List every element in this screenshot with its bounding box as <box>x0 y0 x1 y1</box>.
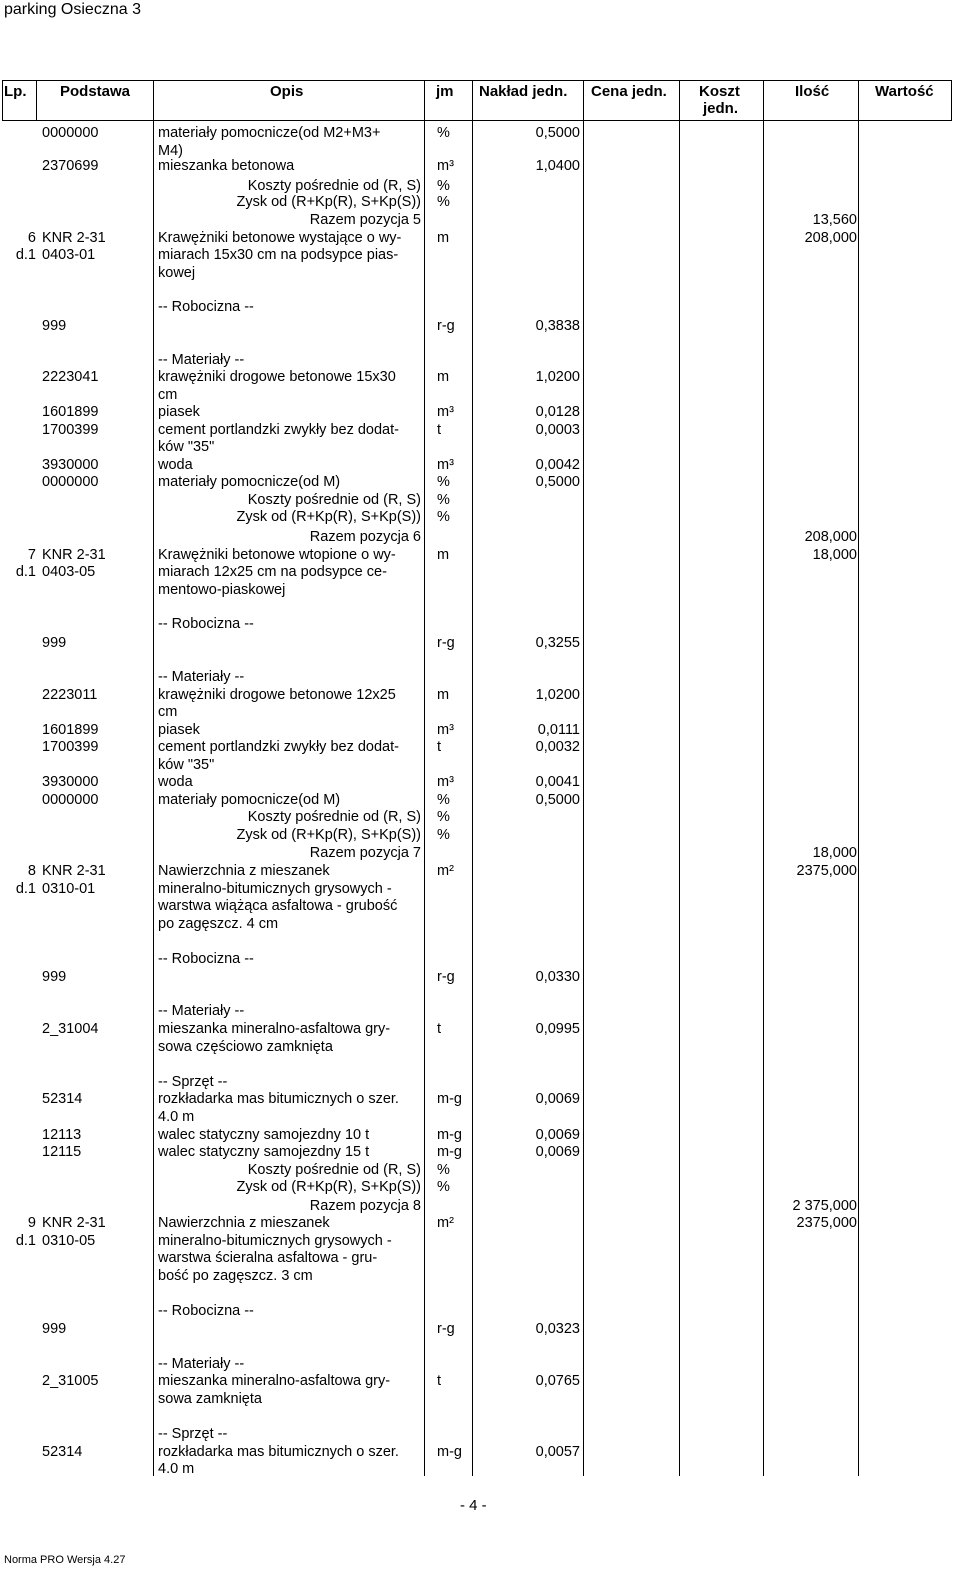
cell-jm: r-g <box>437 318 455 334</box>
header-wartosc: Wartość <box>875 83 934 100</box>
page-number: - 4 - <box>460 1497 487 1514</box>
cell-ilosc: 18,000 <box>812 845 857 861</box>
cell-lp: 6 <box>27 230 36 246</box>
cell-naklad: 1,0400 <box>535 158 580 174</box>
cell-opis: po zagęszcz. 4 cm <box>158 916 279 932</box>
cell-naklad: 0,5000 <box>535 125 580 141</box>
cell-naklad: 0,0032 <box>535 739 580 755</box>
cell-opis: Krawężniki betonowe wystające o wy- <box>158 230 402 246</box>
column-divider <box>472 80 473 1476</box>
column-divider <box>858 80 859 1476</box>
cell-opis: materiały pomocnicze(od M) <box>158 792 341 808</box>
cell-opis: mieszanka betonowa <box>158 158 295 174</box>
cell-podstawa: 0310-01 <box>42 881 96 897</box>
cell-naklad: 0,0111 <box>537 722 580 738</box>
cell-lp: d.1 <box>15 564 36 580</box>
cell-podstawa: 0000000 <box>42 792 99 808</box>
column-divider <box>424 80 425 1476</box>
cell-podstawa: 999 <box>42 969 67 985</box>
cell-naklad: 0,5000 <box>535 474 580 490</box>
cell-jm: m <box>437 369 450 385</box>
cell-jm: m <box>437 230 450 246</box>
cell-jm: r-g <box>437 635 455 651</box>
column-divider <box>583 80 584 1476</box>
cell-naklad: 0,0069 <box>535 1091 580 1107</box>
cell-lp: 7 <box>27 547 36 563</box>
table-right-border <box>951 80 952 121</box>
cell-jm: m <box>437 547 450 563</box>
cell-naklad: 0,0041 <box>535 774 580 790</box>
cell-ilosc: 208,000 <box>804 529 857 545</box>
cell-opis: warstwa ścieralna asfaltowa - gru- <box>158 1250 378 1266</box>
cell-podstawa: 12113 <box>42 1127 82 1143</box>
cell-opis: krawężniki drogowe betonowe 15x30 <box>158 369 396 385</box>
cell-ilosc: 13,560 <box>812 212 857 228</box>
cell-opis: Nawierzchnia z mieszanek <box>158 863 330 879</box>
cell-naklad: 0,0057 <box>535 1444 580 1460</box>
header-naklad: Nakład jedn. <box>479 83 568 100</box>
cell-opis: cement portlandzki zwykły bez dodat- <box>158 422 399 438</box>
cell-opis-summary: Zysk od (R+Kp(R), S+Kp(S)) <box>236 1179 421 1195</box>
cell-opis: -- Robocizna -- <box>158 951 254 967</box>
cell-podstawa: 2_31005 <box>42 1373 99 1389</box>
header-opis: Opis <box>270 83 304 100</box>
cell-opis-summary: Koszty pośrednie od (R, S) <box>247 809 421 825</box>
cell-opis: woda <box>158 774 193 790</box>
cell-naklad: 0,0128 <box>535 404 580 420</box>
cell-jm: % <box>437 178 450 194</box>
cell-opis: woda <box>158 457 193 473</box>
cell-jm: t <box>437 1373 442 1389</box>
cell-opis-summary: Koszty pośrednie od (R, S) <box>247 492 421 508</box>
cell-opis: -- Materiały -- <box>158 1356 245 1372</box>
cell-opis: sowa częściowo zamknięta <box>158 1039 333 1055</box>
cell-podstawa: 0403-01 <box>42 247 96 263</box>
cell-opis: sowa zamknięta <box>158 1391 262 1407</box>
cell-opis-summary: Razem pozycja 7 <box>309 845 421 861</box>
cell-podstawa: 999 <box>42 1321 67 1337</box>
cell-naklad: 1,0200 <box>535 369 580 385</box>
table-top-border <box>2 80 952 81</box>
cell-podstawa: KNR 2-31 <box>42 547 106 563</box>
table-left-border <box>2 80 3 121</box>
cell-naklad: 0,0995 <box>535 1021 580 1037</box>
cell-podstawa: KNR 2-31 <box>42 1215 106 1231</box>
cell-jm: % <box>437 125 450 141</box>
cell-opis: materiały pomocnicze(od M) <box>158 474 341 490</box>
column-divider <box>679 80 680 1476</box>
cell-podstawa: 1601899 <box>42 722 99 738</box>
cell-jm: r-g <box>437 1321 455 1337</box>
cell-podstawa: 0403-05 <box>42 564 96 580</box>
cell-opis: warstwa wiążąca asfaltowa - grubość <box>158 898 398 914</box>
cell-ilosc: 18,000 <box>812 547 857 563</box>
column-divider <box>763 80 764 1476</box>
cell-lp: d.1 <box>15 881 36 897</box>
cell-podstawa: KNR 2-31 <box>42 230 106 246</box>
cell-opis: -- Robocizna -- <box>158 299 254 315</box>
cell-naklad: 1,0200 <box>535 687 580 703</box>
cell-opis: rozkładarka mas bitumicznych o szer. <box>158 1444 399 1460</box>
cell-jm: m³ <box>437 457 454 473</box>
cell-naklad: 0,3838 <box>535 318 580 334</box>
header-podstawa: Podstawa <box>60 83 131 100</box>
cell-jm: r-g <box>437 969 455 985</box>
cell-opis: miarach 12x25 cm na podsypce ce- <box>158 564 387 580</box>
cell-lp: d.1 <box>15 247 36 263</box>
cell-jm: % <box>437 509 450 525</box>
cell-opis-summary: Razem pozycja 8 <box>309 1198 421 1214</box>
cell-podstawa: 52314 <box>42 1091 83 1107</box>
cell-opis: ków "35" <box>158 439 215 455</box>
cell-opis: 4.0 m <box>158 1461 195 1477</box>
cell-jm: m-g <box>437 1091 462 1107</box>
cell-opis: miarach 15x30 cm na podsypce pias- <box>158 247 399 263</box>
cell-opis: M4) <box>158 143 183 159</box>
cell-podstawa: 2223041 <box>42 369 99 385</box>
cell-opis: piasek <box>158 404 200 420</box>
cell-podstawa: 2223011 <box>42 687 98 703</box>
cell-opis: krawężniki drogowe betonowe 12x25 <box>158 687 396 703</box>
cell-opis: bość po zagęszcz. 3 cm <box>158 1268 313 1284</box>
cell-podstawa: 999 <box>42 318 67 334</box>
header-jm: jm <box>436 83 454 100</box>
cell-jm: % <box>437 809 450 825</box>
cell-naklad: 0,0765 <box>535 1373 580 1389</box>
cell-podstawa: 12115 <box>42 1144 82 1160</box>
cell-opis: cement portlandzki zwykły bez dodat- <box>158 739 399 755</box>
cell-opis-summary: Zysk od (R+Kp(R), S+Kp(S)) <box>236 194 421 210</box>
cell-opis: -- Sprzęt -- <box>158 1426 228 1442</box>
cell-podstawa: KNR 2-31 <box>42 863 106 879</box>
header-koszt: Koszt <box>699 83 740 100</box>
cell-opis: mentowo-piaskowej <box>158 582 286 598</box>
cell-opis: walec statyczny samojezdny 15 t <box>158 1144 370 1160</box>
cell-podstawa: 1700399 <box>42 422 99 438</box>
column-divider <box>153 80 154 1476</box>
cell-jm: % <box>437 827 450 843</box>
cell-opis-summary: Zysk od (R+Kp(R), S+Kp(S)) <box>236 827 421 843</box>
cell-jm: m³ <box>437 404 454 420</box>
cell-opis: ków "35" <box>158 757 215 773</box>
cell-naklad: 0,0003 <box>535 422 580 438</box>
cell-opis: walec statyczny samojezdny 10 t <box>158 1127 370 1143</box>
cell-jm: % <box>437 1162 450 1178</box>
cell-opis: rozkładarka mas bitumicznych o szer. <box>158 1091 399 1107</box>
cell-podstawa: 52314 <box>42 1444 83 1460</box>
cell-jm: m² <box>437 1215 454 1231</box>
cell-lp: d.1 <box>15 1233 36 1249</box>
cell-naklad: 0,0330 <box>535 969 580 985</box>
cell-jm: m <box>437 687 450 703</box>
cell-opis: -- Materiały -- <box>158 352 245 368</box>
cell-podstawa: 2_31004 <box>42 1021 99 1037</box>
cell-opis: materiały pomocnicze(od M2+M3+ <box>158 125 381 141</box>
header-cena: Cena jedn. <box>591 83 667 100</box>
cell-podstawa: 0310-05 <box>42 1233 96 1249</box>
cell-jm: % <box>437 194 450 210</box>
header-bottom-border <box>2 120 952 121</box>
cell-podstawa: 1700399 <box>42 739 99 755</box>
cell-opis: mieszanka mineralno-asfaltowa gry- <box>158 1021 391 1037</box>
cell-jm: m-g <box>437 1144 462 1160</box>
cell-jm: m² <box>437 863 454 879</box>
cell-opis: Krawężniki betonowe wtopione o wy- <box>158 547 396 563</box>
cell-ilosc: 2 375,000 <box>792 1198 857 1214</box>
cell-podstawa: 2370699 <box>42 158 99 174</box>
cell-jm: % <box>437 492 450 508</box>
cell-jm: % <box>437 474 450 490</box>
cell-jm: % <box>437 792 450 808</box>
cell-opis: kowej <box>158 265 196 281</box>
cell-naklad: 0,0069 <box>535 1127 580 1143</box>
cell-naklad: 0,0069 <box>535 1144 580 1160</box>
cell-ilosc: 2375,000 <box>796 863 857 879</box>
cell-opis: Nawierzchnia z mieszanek <box>158 1215 330 1231</box>
cell-opis: cm <box>158 704 178 720</box>
cell-podstawa: 999 <box>42 635 67 651</box>
column-divider <box>36 80 37 121</box>
cell-lp: 8 <box>27 863 36 879</box>
cell-jm: % <box>437 1179 450 1195</box>
cell-opis: mieszanka mineralno-asfaltowa gry- <box>158 1373 391 1389</box>
cell-opis: mineralno-bitumicznych grysowych - <box>158 1233 392 1249</box>
cell-opis: piasek <box>158 722 200 738</box>
cell-jm: m³ <box>437 158 454 174</box>
cell-opis: -- Materiały -- <box>158 1003 245 1019</box>
cell-opis-summary: Koszty pośrednie od (R, S) <box>247 178 421 194</box>
cell-jm: t <box>437 1021 442 1037</box>
cell-naklad: 0,3255 <box>535 635 580 651</box>
cell-ilosc: 2375,000 <box>796 1215 857 1231</box>
cell-jm: m³ <box>437 774 454 790</box>
cell-opis-summary: Zysk od (R+Kp(R), S+Kp(S)) <box>236 509 421 525</box>
cell-opis: cm <box>158 387 178 403</box>
cell-jm: m³ <box>437 722 454 738</box>
page-title: parking Osieczna 3 <box>4 1 141 18</box>
header-ilosc: Ilość <box>795 83 830 100</box>
cell-ilosc: 208,000 <box>804 230 857 246</box>
cell-lp: 9 <box>27 1215 36 1231</box>
cell-podstawa: 0000000 <box>42 474 99 490</box>
cell-podstawa: 3930000 <box>42 774 99 790</box>
cell-opis: -- Sprzęt -- <box>158 1074 228 1090</box>
cell-opis: -- Robocizna -- <box>158 1303 254 1319</box>
cell-opis: -- Materiały -- <box>158 669 245 685</box>
cell-opis-summary: Razem pozycja 5 <box>309 212 421 228</box>
cell-jm: m-g <box>437 1444 462 1460</box>
cell-opis: 4.0 m <box>158 1109 195 1125</box>
cell-naklad: 0,5000 <box>535 792 580 808</box>
cell-naklad: 0,0323 <box>535 1321 580 1337</box>
cell-naklad: 0,0042 <box>535 457 580 473</box>
footer-software: Norma PRO Wersja 4.27 <box>4 1554 126 1566</box>
cell-opis: mineralno-bitumicznych grysowych - <box>158 881 392 897</box>
cell-podstawa: 3930000 <box>42 457 99 473</box>
cell-podstawa: 1601899 <box>42 404 99 420</box>
cell-opis-summary: Razem pozycja 6 <box>309 529 421 545</box>
cell-opis: -- Robocizna -- <box>158 616 254 632</box>
cell-jm: t <box>437 739 442 755</box>
header-lp: Lp. <box>4 83 27 100</box>
cell-opis-summary: Koszty pośrednie od (R, S) <box>247 1162 421 1178</box>
header-koszt-jedn: jedn. <box>703 100 739 117</box>
cell-jm: m-g <box>437 1127 462 1143</box>
cell-podstawa: 0000000 <box>42 125 99 141</box>
cell-jm: t <box>437 422 442 438</box>
